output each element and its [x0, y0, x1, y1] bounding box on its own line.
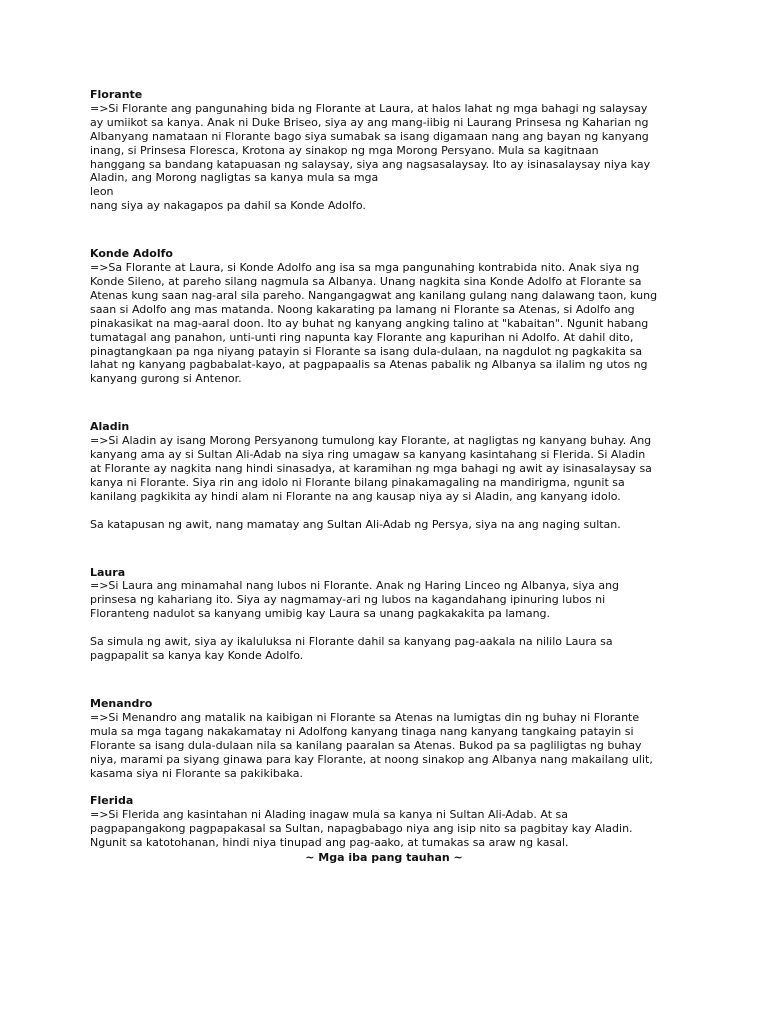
section-paragraph: =>Si Menandro ang matalik na kaibigan ni Florante sa Atenas na lumigtas din ng buhay ni Florante mula sa mga tagang nakakamatay ni Adolfong kanyang tinaga nang kanyang tangkaing patayin si Florante sa isang dula-dulaan nila sa kanilang paaralan sa Atenas. Bukod pa sa pagliligtas ng buhay niya, marami pa siyang ginawa para kay Florante, at noong sinakop ang Albanya nang makailang ulit, kasama siya ni Florante sa pakikibaka. [90, 710, 653, 780]
section-heading: Laura [90, 565, 126, 579]
section-paragraph: Sa simula ng awit, siya ay ikaluluksa ni Florante dahil sa kanyang pag-aakala na nililo Laura sa pagpapalit sa kanya kay Konde Adolfo. [90, 635, 613, 663]
section-heading: Florante [90, 88, 143, 101]
section-paragraph: =>Sa Florante at Laura, si Konde Adolfo ang isa sa mga pangunahing kontrabida nito. Anak siya ng Konde Sileno, at pareho silang nagmula sa Albanya. Unang nagkita sina Konde Adolfo at Florante sa Atenas kung saan nag-aral sila pareho. Nangangagwat ang kanilang gulang nang dalawang taon, kung saan si Adolfo ang mas matanda. Noong kakarating pa lamang ni Florante sa Atenas, si Adolfo ang pinakasikat na mag-aaral doon. Ito ay buhat ng kanyang angking talino at "kabaitan". Ngunit habang tumatagal ang panahon, unti-unti ring napunta kay Florante ang kapurihan ni Adolfo. At dahil dito, pinagtangkaan pa nga niyang patayin si Florante sa isang dula-dulaan, na nagdulot ng pagkakita sa lahat ng kanyang pagbabalat-kayo, at pagpapaalis sa Atenas pabalik ng Albanya sa ilalim ng utos ng kanyang gurong si Antenor. [90, 261, 658, 386]
section-paragraph: Sa katapusan ng awit, nang mamatay ang Sultan Ali-Adab ng Persya, siya na ang naging sultan. [90, 517, 621, 531]
section-paragraph: =>Si Aladin ay isang Morong Persyanong tumulong kay Florante, at nagligtas ng kanyang buhay. Ang kanyang ama ay si Sultan Ali-Adab na siya ring umagaw sa kanyang kasintahang si Flerida. Si Aladin at Florante ay nagkita nang hindi sinasadya, at karamihan ng mga bahagi ng awit ay isinasalaysay sa kanya ni Florante. Siya rin ang idolo ni Florante bilang pinakamagaling na mandirigma, ngunit sa kanilang pagkikita ay hindi alam ni Florante na ang kausap niya ay si Aladin, ang kanyang idolo. [90, 434, 652, 503]
section-paragraph: =>Si Flerida ang kasintahan ni Alading inagaw mula sa kanya ni Sultan Ali-Adab. At sa pagpapangakong pagpapakasal sa Sultan, napagbabago niya ang isip nito sa pagbitay kay Aladin. Ngunit sa katotohanan, hindi niya tinupad ang pag-aako, at tumakas sa araw ng kasal. [90, 808, 633, 850]
section-heading: Aladin [90, 420, 130, 434]
section-heading: Konde Adolfo [90, 247, 173, 261]
section-menandro [90, 697, 690, 780]
footer-subheading: ~ Mga iba pang tauhan ~ [305, 851, 463, 864]
section-paragraph: =>Si Laura ang minamahal nang lubos ni Florante. Anak ng Haring Linceo ng Albanya, siya ang prinsesa ng kahariang ito. Siya ay nagmamay-ari ng lubos na kagandahang ipinuring lubos ni Floranteng nadulot sa kanyang umibig kay Laura sa unang pagkakakita pa lamang. [90, 579, 620, 621]
document-body [90, 88, 690, 850]
section-aladin [90, 420, 690, 531]
section-florante [90, 88, 690, 213]
section-paragraph: =>Si Florante ang pangunahing bida ng Florante at Laura, at halos lahat ng mga bahagi ng salaysay ay umiikot sa kanya. Anak ni Duke Briseo, siya ay ang mang-iibig ni Laurang Prinsesa ng Kaharian ng Albanyang namataan ni Florante bago siya sumabak sa isang digamaan nang ang bayan ng kanyang inang, si Prinsesa Floresca, Krotona ay sinakop ng mga Morong Persyano. Mula sa kagitnaan hanggang sa bandang katapuasan ng salaysay, siya ang nagsasalaysay. Ito ay isinasalaysay niya kay Aladin, ang Morong nagligtas sa kanya mula sa mga leon nang siya ay nakagapos pa dahil sa Konde Adolfo. [90, 101, 651, 213]
section-konde-adolfo [90, 247, 690, 386]
section-heading: Menandro [90, 697, 153, 710]
section-heading: Flerida [90, 794, 134, 808]
section-laura [90, 566, 690, 663]
section-flerida [90, 794, 690, 850]
